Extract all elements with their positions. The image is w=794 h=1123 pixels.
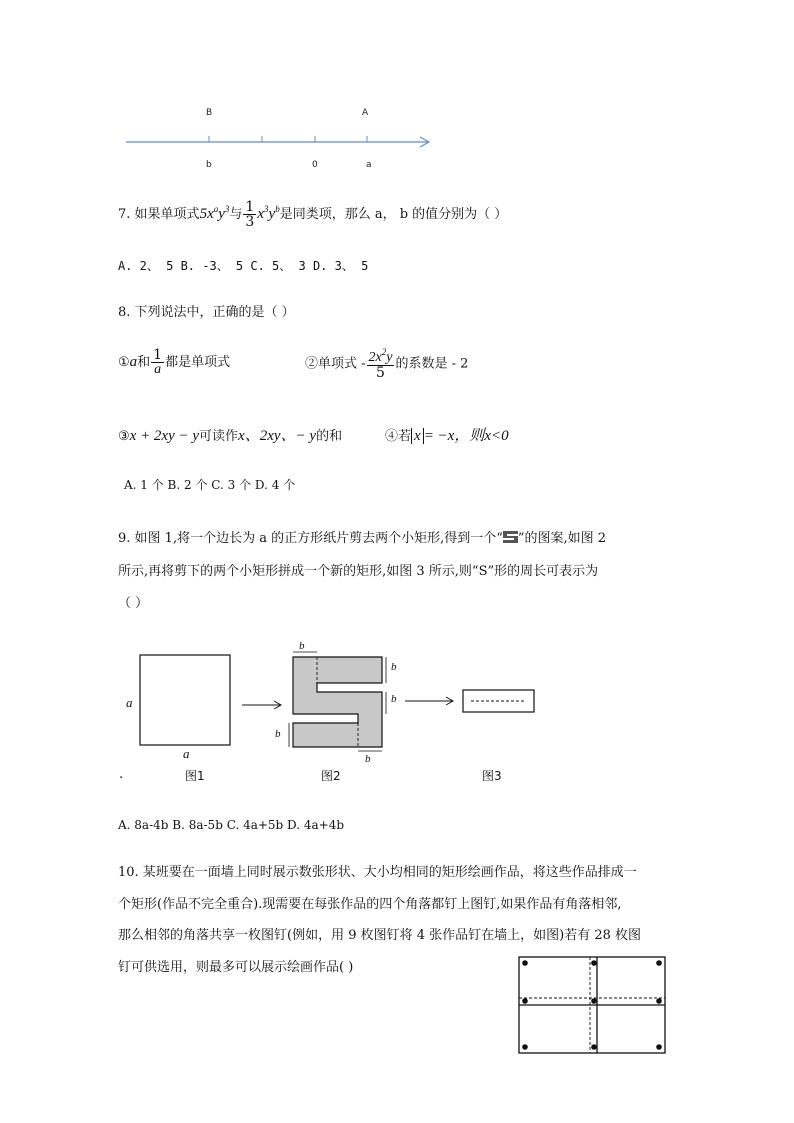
question-text-tail: 是同类项，那么 a， b 的值分别为（ ）	[279, 207, 508, 222]
question-9-line-2: 所示,再将剪下的两个小矩形拼成一个新的矩形,如图 3 所示,则“S”形的周长可表示为	[118, 564, 599, 579]
question-10-line-1: 10. 某班要在一面墙上同时展示数张形状、大小均相同的矩形绘画作品，将这些作品排成一	[118, 865, 637, 880]
s-shape-icon	[503, 531, 518, 543]
statement-1: ①a和 $\frac{1}{a}$ 都是单项式	[118, 347, 231, 377]
fig2-s-shape	[293, 657, 382, 747]
pushpin	[591, 998, 597, 1004]
pushpin	[522, 1044, 528, 1050]
pushpin	[522, 998, 528, 1004]
fig3-caption: 图3	[482, 769, 502, 783]
question-9-line-3: （ ）	[118, 596, 149, 611]
leading-dot: .	[119, 767, 124, 782]
statement-2: ②单项式 - $\frac{2x^2y}{5}$ 的系数是 - 2	[305, 347, 469, 381]
value-label-a: a	[366, 160, 372, 170]
pushpin	[522, 960, 528, 966]
statement-4: ④若 x = −x，则x<0	[385, 428, 509, 444]
question-10-line-2: 个矩形(作品不完全重合).现需要在每张作品的四个角落都钉上图钉,如果作品有角落相邻,	[118, 897, 622, 912]
fig1-label-a-left: a	[126, 695, 133, 710]
question-8: 8. 下列说法中，正确的是（ ）	[118, 305, 295, 320]
question-number: 7.	[118, 207, 131, 222]
question-9-line-1: 9. 如图 1,将一个边长为 a 的正方形纸片剪去两个小矩形,得到一个“ ”的图案,如图 2	[118, 531, 607, 546]
fig2-label-b-right-2: b	[391, 693, 397, 705]
question-text: 如果单项式	[134, 207, 200, 222]
point-label-A: A	[362, 108, 369, 118]
question-10-line-3: 那么相邻的角落共享一枚图钉(例如，用 9 枚图钉将 4 张作品钉在墙上，如图)若有 28 枚图	[118, 928, 642, 943]
monomial-1: $5x^ay^3$	[199, 204, 230, 222]
value-label-b: b	[206, 160, 212, 170]
fig1-caption: 图1	[185, 769, 205, 783]
fig2-label-b-top: b	[299, 640, 305, 652]
pushpin	[656, 1044, 662, 1050]
fraction-2x2y-over-5: $\frac{2x^2y}{5}$	[368, 347, 393, 381]
fig2-caption: 图2	[321, 769, 341, 783]
number-line-figure	[120, 100, 440, 180]
fraction-one-over-a: $\frac{1}{a}$	[153, 347, 163, 377]
fig2-label-b-right-1: b	[391, 661, 397, 673]
fig1-square	[140, 655, 230, 745]
value-label-zero: 0	[312, 160, 318, 170]
question-10-line-4: 钉可供选用，则最多可以展示绘画作品( )	[118, 960, 354, 975]
question-7: 7. 如果单项式$5x^ay^3$与 $\frac{1}{3}$ $x^3y^b$是同类项，那么 a， b 的值分别为（ ）	[118, 199, 508, 230]
question-9-options: A. 8a-4b B. 8a-5b C. 4a+5b D. 4a+4b	[118, 818, 345, 832]
fig2-label-b-bottom: b	[365, 753, 371, 765]
pushpin	[591, 960, 597, 966]
pushpin	[656, 960, 662, 966]
question-9-figures	[120, 635, 550, 785]
fig1-label-a-bottom: a	[183, 746, 190, 761]
pushpin	[656, 998, 662, 1004]
fraction-one-third: $\frac{1}{3}$	[245, 199, 255, 230]
question-7-options: A. 2、 5 B. -3、 5 C. 5、 3 D. 3、 5	[118, 259, 369, 273]
fig2-label-b-left: b	[275, 728, 281, 740]
question-8-options: A. 1 个 B. 2 个 C. 3 个 D. 4 个	[124, 478, 296, 492]
pushpin-figure	[515, 953, 671, 1059]
point-label-B: B	[206, 108, 213, 118]
monomial-2: $x^3y^b$	[257, 204, 280, 222]
pushpin	[591, 1044, 597, 1050]
statement-3: ③x + 2xy − y可读作x、2xy、− y的和	[118, 428, 343, 444]
